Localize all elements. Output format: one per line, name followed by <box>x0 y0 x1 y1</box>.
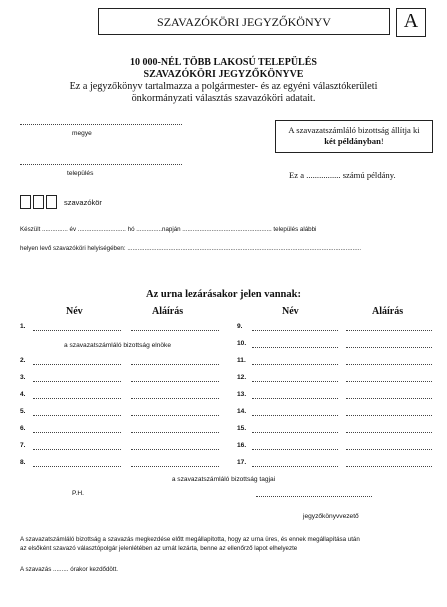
row-number: 1. <box>20 323 26 330</box>
notice-bold: két példányban <box>324 136 381 146</box>
header-title: SZAVAZÓKÖRI JEGYZŐKÖNYV <box>157 15 331 29</box>
signature-line[interactable] <box>346 330 432 331</box>
name-line[interactable] <box>252 398 338 399</box>
name-line[interactable] <box>33 432 121 433</box>
signature-line[interactable] <box>131 398 219 399</box>
name-line[interactable] <box>252 466 338 467</box>
name-line[interactable] <box>252 449 338 450</box>
chair-label: a szavazatszámláló bizottság elnöke <box>64 342 172 349</box>
notice-end: ! <box>380 136 384 146</box>
row-number: 16. <box>237 442 247 449</box>
name-line[interactable] <box>33 330 121 331</box>
row-number: 9. <box>237 323 243 330</box>
heading-line1: 10 000-NÉL TÖBB LAKOSÚ TELEPÜLÉS <box>130 57 317 68</box>
name-line[interactable] <box>33 364 121 365</box>
name-line[interactable] <box>252 415 338 416</box>
row-number: 11. <box>237 357 246 364</box>
copy-number-field[interactable]: ................ <box>306 170 341 180</box>
notice-text-main: A szavazatszámláló bizottság állítja ki <box>288 125 420 135</box>
stamp-label: P.H. <box>72 490 84 497</box>
members-label: a szavazatszámláló bizottság tagjai <box>171 476 276 483</box>
name-line[interactable] <box>252 330 338 331</box>
heading-line2: SZAVAZÓKÖRI JEGYZŐKÖNYVE <box>143 69 304 80</box>
notice-text <box>275 125 433 147</box>
district-digit-box-1[interactable] <box>20 195 31 209</box>
signature-line[interactable] <box>346 347 432 348</box>
name-line[interactable] <box>252 347 338 348</box>
signature-line[interactable] <box>131 415 219 416</box>
signature-line[interactable] <box>131 449 219 450</box>
district-label: szavazókör <box>64 198 102 207</box>
row-number: 12. <box>237 374 247 381</box>
row-number: 10. <box>237 340 247 347</box>
name-line[interactable] <box>33 415 121 416</box>
name-line[interactable] <box>33 466 121 467</box>
signature-line[interactable] <box>346 364 432 365</box>
name-line[interactable] <box>33 381 121 382</box>
row-number: 3. <box>20 374 26 381</box>
signature-line[interactable] <box>131 364 219 365</box>
heading-line3: Ez a jegyzőkönyv tartalmazza a polgármester- és az egyéni választókerületi <box>69 81 378 92</box>
district-digit-box-3[interactable] <box>46 195 57 209</box>
row-number: 13. <box>237 391 247 398</box>
signature-line[interactable] <box>346 432 432 433</box>
district-digit-box-2[interactable] <box>33 195 44 209</box>
signature-line[interactable] <box>346 398 432 399</box>
name-line[interactable] <box>33 449 121 450</box>
name-line[interactable] <box>33 398 121 399</box>
signature-line[interactable] <box>131 432 219 433</box>
copy-suffix: számú példány. <box>340 170 396 180</box>
signature-line[interactable] <box>346 466 432 467</box>
name-line[interactable] <box>252 432 338 433</box>
signature-line[interactable] <box>346 415 432 416</box>
made-line2[interactable]: helyen levő szavazóköri helyiségében: ........................................................................................................................................ <box>20 245 362 252</box>
col-name-right: Név <box>282 306 299 317</box>
settlement-line[interactable] <box>20 164 182 165</box>
row-number: 15. <box>237 425 247 432</box>
copy-prefix: Ez a <box>289 170 307 180</box>
county-line[interactable] <box>20 124 182 125</box>
county-label: megye <box>72 130 92 137</box>
signature-line[interactable] <box>131 330 219 331</box>
row-number: 6. <box>20 425 26 432</box>
urn-title: Az urna lezárásakor jelen vannak: <box>146 289 301 300</box>
footer-text2: az elsőként szavazó választópolgár jelenlétében az urnát lezárta, benne az ellenőrző lapot elhelyezte <box>20 545 298 552</box>
start-time[interactable]: A szavazás ......... órakor kezdődött. <box>20 566 119 573</box>
row-number: 14. <box>237 408 247 415</box>
row-number: 7. <box>20 442 26 449</box>
clerk-signature-line[interactable] <box>256 496 372 497</box>
signature-line[interactable] <box>131 381 219 382</box>
signature-line[interactable] <box>131 466 219 467</box>
form-letter: A <box>403 10 419 32</box>
signature-line[interactable] <box>346 381 432 382</box>
row-number: 17. <box>237 459 247 466</box>
footer-text1: A szavazatszámláló bizottság a szavazás megkezdése előtt megállapította, hogy az urna üres, és ennek megállapítása után <box>20 536 360 543</box>
col-name-left: Név <box>66 306 83 317</box>
copy-number-text <box>289 170 396 180</box>
name-line[interactable] <box>252 381 338 382</box>
row-number: 4. <box>20 391 26 398</box>
name-line[interactable] <box>252 364 338 365</box>
signature-line[interactable] <box>346 449 432 450</box>
row-number: 2. <box>20 357 26 364</box>
made-line1[interactable]: Készült ............... év ............................ hó ...............napján .................................................... település alábbi <box>20 226 317 233</box>
clerk-label: jegyzőkönyvvezető <box>303 513 359 520</box>
col-sign-right: Aláírás <box>372 306 404 317</box>
heading-line4: önkormányzati választás szavazóköri adatait. <box>131 93 316 104</box>
settlement-label: település <box>67 170 94 177</box>
row-number: 8. <box>20 459 26 466</box>
col-sign-left: Aláírás <box>152 306 184 317</box>
row-number: 5. <box>20 408 26 415</box>
